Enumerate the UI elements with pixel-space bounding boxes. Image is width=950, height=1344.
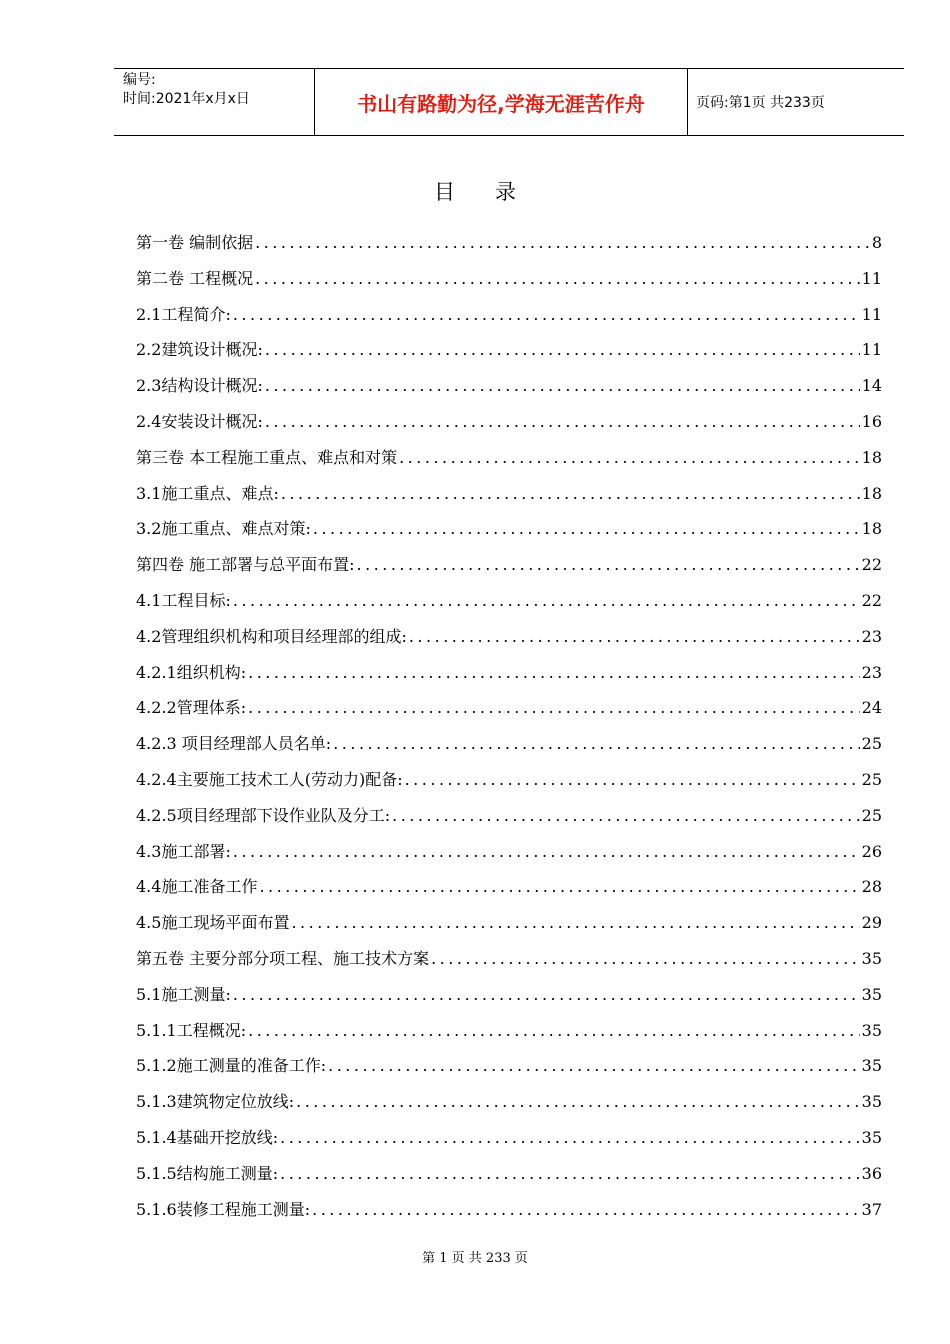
toc-entry-label: 5.1.2施工测量的准备工作: <box>136 1056 327 1076</box>
toc-entry-label: 3.1施工重点、难点: <box>136 483 279 503</box>
toc-entry[interactable] <box>136 762 882 798</box>
toc-entry-label: 第三卷 本工程施工重点、难点和对策 <box>136 447 398 467</box>
toc-entry-page: 35 <box>861 1092 882 1112</box>
toc-entry-page: 8 <box>871 233 882 252</box>
toc-leader-dots <box>233 977 860 1013</box>
toc-entry-page: 18 <box>861 447 882 467</box>
toc-entry-page: 35 <box>861 1056 882 1076</box>
toc-leader-dots <box>255 225 870 261</box>
toc-entry-page: 16 <box>861 411 882 431</box>
toc-entry[interactable] <box>136 368 882 404</box>
toc-entry-page: 35 <box>861 1127 882 1147</box>
toc-entry-label: 第四卷 施工部署与总平面布置: <box>136 555 355 575</box>
toc-entry[interactable] <box>136 905 882 941</box>
toc-entry[interactable] <box>136 1192 882 1228</box>
toc-leader-dots <box>291 905 859 941</box>
toc-entry-page: 25 <box>861 769 882 789</box>
toc-leader-dots <box>255 261 860 297</box>
toc-leader-dots <box>248 1013 860 1049</box>
toc-entry[interactable] <box>136 1120 882 1156</box>
toc-leader-dots <box>259 869 859 905</box>
toc-entry-label: 第一卷 编制依据 <box>136 233 254 252</box>
toc-entry[interactable] <box>136 977 882 1013</box>
toc-entry-page: 23 <box>861 626 882 646</box>
toc-entry[interactable] <box>136 1013 882 1049</box>
header-motto: 书山有路勤为径,学海无涯苦作舟 <box>315 69 688 135</box>
toc-entry-page: 37 <box>861 1199 882 1219</box>
toc-entry[interactable] <box>136 547 882 583</box>
table-of-contents <box>136 225 882 1227</box>
toc-entry[interactable] <box>136 619 882 655</box>
toc-entry[interactable] <box>136 583 882 619</box>
toc-entry-label: 5.1.6装修工程施工测量: <box>136 1199 311 1219</box>
toc-leader-dots <box>409 619 860 655</box>
toc-entry-label: 2.4安装设计概况: <box>136 411 263 431</box>
toc-leader-dots <box>405 762 860 798</box>
toc-entry[interactable] <box>136 476 882 512</box>
toc-leader-dots <box>328 1048 860 1084</box>
toc-entry[interactable] <box>136 690 882 726</box>
toc-leader-dots <box>356 547 859 583</box>
toc-entry-label: 4.2.4主要施工技术工人(劳动力)配备: <box>136 769 403 789</box>
toc-entry-label: 5.1.3建筑物定位放线: <box>136 1092 295 1112</box>
toc-entry-label: 4.3施工部署: <box>136 841 231 861</box>
toc-entry-label: 2.2建筑设计概况: <box>136 340 263 360</box>
toc-entry-page: 35 <box>861 1020 882 1040</box>
toc-entry[interactable] <box>136 225 882 261</box>
toc-entry-page: 22 <box>861 590 882 610</box>
toc-entry-page: 29 <box>861 913 882 933</box>
toc-entry-page: 11 <box>861 340 882 360</box>
page-header <box>114 68 904 136</box>
toc-entry-page: 25 <box>861 734 882 754</box>
toc-entry-label: 4.1工程目标: <box>136 590 231 610</box>
toc-entry[interactable] <box>136 798 882 834</box>
toc-entry-label: 5.1.4基础开挖放线: <box>136 1127 279 1147</box>
toc-leader-dots <box>333 726 859 762</box>
toc-leader-dots <box>265 368 860 404</box>
toc-leader-dots <box>281 476 860 512</box>
toc-entry-page: 18 <box>861 519 882 539</box>
toc-entry[interactable] <box>136 1084 882 1120</box>
toc-entry-label: 2.1工程简介: <box>136 304 231 324</box>
toc-entry-page: 28 <box>861 877 882 897</box>
toc-entry[interactable] <box>136 511 882 547</box>
toc-leader-dots <box>248 655 860 691</box>
toc-entry-label: 4.5施工现场平面布置 <box>136 913 290 933</box>
toc-entry-label: 3.2施工重点、难点对策: <box>136 519 311 539</box>
toc-entry[interactable] <box>136 834 882 870</box>
toc-leader-dots <box>312 1192 860 1228</box>
toc-leader-dots <box>265 332 860 368</box>
toc-entry-page: 36 <box>861 1163 882 1183</box>
toc-leader-dots <box>280 1120 860 1156</box>
document-number-label: 编号: <box>123 72 156 88</box>
toc-leader-dots <box>431 941 860 977</box>
toc-entry-page: 26 <box>861 841 882 861</box>
toc-entry[interactable] <box>136 404 882 440</box>
document-time: 时间:2021年x月x日 <box>123 91 250 107</box>
toc-entry-label: 5.1施工测量: <box>136 984 231 1004</box>
toc-leader-dots <box>265 404 860 440</box>
toc-leader-dots <box>280 1156 860 1192</box>
toc-entry-page: 25 <box>861 805 882 825</box>
toc-entry-label: 5.1.5结构施工测量: <box>136 1163 279 1183</box>
toc-entry-page: 35 <box>861 984 882 1004</box>
toc-entry-page: 14 <box>861 376 882 396</box>
toc-entry-label: 4.2管理组织机构和项目经理部的组成: <box>136 626 407 646</box>
toc-entry[interactable] <box>136 941 882 977</box>
header-meta <box>114 69 315 135</box>
toc-leader-dots <box>392 798 860 834</box>
toc-leader-dots <box>233 583 860 619</box>
toc-leader-dots <box>296 1084 860 1120</box>
toc-entry-label: 4.2.2管理体系: <box>136 698 247 718</box>
toc-entry-label: 5.1.1工程概况: <box>136 1020 247 1040</box>
toc-entry[interactable] <box>136 726 882 762</box>
toc-entry-label: 4.2.5项目经理部下设作业队及分工: <box>136 805 391 825</box>
toc-entry[interactable] <box>136 1156 882 1192</box>
toc-entry-label: 4.2.3 项目经理部人员名单: <box>136 734 332 754</box>
toc-entry-page: 11 <box>861 268 882 288</box>
toc-leader-dots <box>233 297 860 333</box>
toc-title: 目录 <box>434 180 556 204</box>
toc-entry-label: 4.2.1组织机构: <box>136 662 247 682</box>
toc-entry[interactable] <box>136 655 882 691</box>
page-footer: 第 1 页 共 233 页 <box>422 1251 528 1266</box>
toc-entry-page: 11 <box>861 304 882 324</box>
toc-entry-label: 4.4施工准备工作 <box>136 877 258 897</box>
toc-entry-page: 18 <box>861 483 882 503</box>
toc-entry[interactable] <box>136 869 882 905</box>
toc-entry[interactable] <box>136 297 882 333</box>
toc-entry-page: 24 <box>861 698 882 718</box>
toc-entry[interactable] <box>136 440 882 476</box>
toc-entry-page: 23 <box>861 662 882 682</box>
toc-entry[interactable] <box>136 332 882 368</box>
toc-entry[interactable] <box>136 1048 882 1084</box>
toc-leader-dots <box>248 690 860 726</box>
toc-leader-dots <box>399 440 860 476</box>
toc-entry-label: 2.3结构设计概况: <box>136 376 263 396</box>
toc-entry-page: 35 <box>861 948 882 968</box>
toc-entry-label: 第五卷 主要分部分项工程、施工技术方案 <box>136 948 430 968</box>
toc-entry-page: 22 <box>861 555 882 575</box>
header-page-info: 页码:第1页 共233页 <box>696 95 825 111</box>
toc-entry[interactable] <box>136 261 882 297</box>
toc-leader-dots <box>233 834 860 870</box>
toc-leader-dots <box>313 511 860 547</box>
toc-entry-label: 第二卷 工程概况 <box>136 268 254 288</box>
